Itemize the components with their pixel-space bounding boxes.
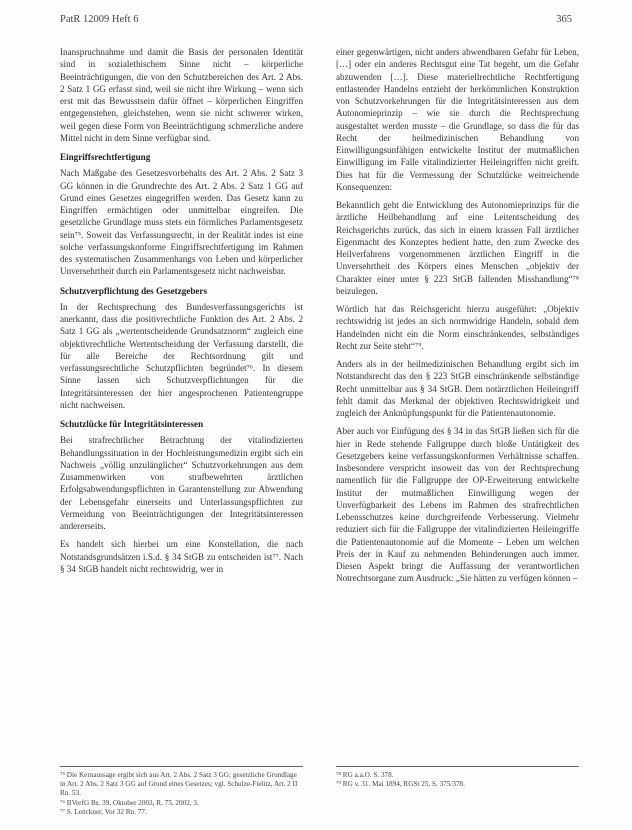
paragraph: Nach Maßgabe des Gesetzesvorbehalts des Art. 2 Abs. 2 Satz 3 GG können in die Grundrechte des Art. 2 Abs. 2 Satz 1 GG auf Grund eines Gesetzes eingegriffen werden. Das Gesetz kann zu Eingriffen ermächtigen oder unmittelbar eingreifen. Die gesetzliche Grundlage muss stets ein förmliches Parlamentsgesetz sein⁷⁵. Soweit das Verfassungsrecht, in der Realität indes ist eine solche verfassungskonforme Eingriffsrechtfertigung im Rahmen des systematischen Zusammenhangs von Leben und körperlicher Unversehrtheit durch ein Parlamentsgesetz nicht nachweisbar. xyxy=(60,168,303,277)
paragraph: Anders als in der heilmedizinischen Behandlung ergibt sich im Notstandsrecht das den § 223 StGB einschränkende selbständige Recht unmittelbar aus § 34 StGB. Dem notärztlichen Heileingriff fehlt damit das Merkmal der objektiven Rechtswidrigkeit und zugleich der Anknüpfungspunkt für die Patientenautonomie. xyxy=(336,359,579,418)
paragraph: Wörtlich hat das Reichsgericht hierzu ausgeführt: „Objektiv rechtswidrig ist jedes an sich normwidrige Handeln, sobald dem Handelnden nicht ein die Norm einschränkendes, selbständiges Recht zur Seite steht“⁷⁹. xyxy=(336,304,579,351)
paragraph: einer gegenwärtigen, nicht anders abwendbaren Gefahr für Leben, […] oder ein anderes Rechtsgut eine Tat begeht, um die Gefahr abzuwenden […]. Diese materiellrechtliche Rechtfertigung entlastender Handelns entzieht der herkömmlichen Konstruktion von Schutzvorkehrungen für die Integritätsinteressen aus dem Autonomieprinzip – wie sie durch die Rechtsprechung ausgestaltet werden musste – die Grundlage, so dass die für das Recht der heilmedizinischen Behandlung von Einwilligungsunfähigen entwickelte Institut der mutmaßlichen Einwilligung im Falle vitalindizierter Heileingriffen nicht greift. Dies hat für die Vermessung der Schutzlücke weitreichende Konsequenzen: xyxy=(336,47,579,192)
paragraph: Bekanntlich geht die Entwicklung des Autonomieprinzips für die ärztliche Heilbehandlung auf eine Leitentscheidung des Reichsgerichts zurück, das sich in einem krassen Fall ärztlicher Eigenmacht des Konzeptes bedient hatte, den zum Zwecke des Heilverfahrens vorgenommenen ärztlichen Eingriff in die Unversehrtheit des Körpers eines Menschen „objektiv der Charakter einer unter § 223 StGB fallenden Misshandlung“⁷⁸ beizulegen. xyxy=(336,200,579,296)
footnotes-left xyxy=(60,766,303,817)
right-column xyxy=(336,46,579,591)
paragraph: Bei strafrechtlicher Betrachtung der vitalindizierten Behandlungssituation in der Hochleistungsmedizin ergibt sich ein Nachweis „völlig unzulänglicher“ Schutzvorkehrungen aus dem Zusammenwirken von strafbewehrten ärztlichen Erfolgsabwendungspflichten in Garantenstellung zur Abwendung der Lebensgefahr einerseits und Unterlassungspflichten zur Vermeidung von Beeinträchtigungen der Integritätsinteressen andererseits. xyxy=(60,435,303,531)
footnotes-right xyxy=(336,766,579,789)
journal-citation: PatR 12009 Heft 6 xyxy=(60,14,139,25)
footnote: ⁷⁸ RG a.a.O. S. 378. xyxy=(336,771,394,779)
footnote: ⁷⁷ S. Lenckner, Vor 32 Rn. 77. xyxy=(60,807,147,816)
footnote: ⁷⁹ RG v. 31. Mai 1894, RGSt 25, S. 375/378. xyxy=(336,780,465,789)
page-number: 365 xyxy=(556,14,572,25)
section-heading: Schutzverpflichtung des Gesetzgebers xyxy=(60,285,207,296)
left-column xyxy=(60,46,303,581)
footnote: ⁷⁶ BVerfG Bs. 39, Oktober 2003, R. 75, 2002, 3. xyxy=(60,798,199,807)
paragraph: Inanspruchnahme und damit die Basis der personalen Identität sind in sozialethischem Sinne nicht – körperliche Beeinträchtigungen, die von den Schutzbereichen des Art. 2 Abs. 2 Satz 1 GG erfasst sind, weil sie nicht ihre Wirkung – wenn sich erst mit das Bewusstsein dafür öffnet – körperlichen Eingriffen entgegenstehen, gleichstehen, wenn sie nicht schwerer wirken, weil gegen diese Form von Beeinträchtigung schmerzliche andere Mittel nicht in dem Sinne verfügbar sind. xyxy=(60,47,303,143)
paragraph: Es handelt sich hierbei um eine Konstellation, die nach Notstandsgrundsätzen i.S.d. § 34 StGB zu entscheiden ist⁷⁷. Nach § 34 StGB handelt nicht rechtswidrig, wer in xyxy=(60,539,303,574)
section-heading: Schutzlücke für Integritätsinteressen xyxy=(60,419,204,429)
paragraph: Aber auch vor Einfügung des § 34 in das StGB ließen sich für die hier in Rede stehende Fallgruppe durch bloße Untätigkeit des Gesetzgebers keine verfassungskonformen Verhältnisse schaffen. Insbesondere verspricht insoweit das von der Rechtsprechung namentlich für die Fallgruppe der OP-Erweiterung entwickelte Institut der mutmaßlichen Einwilligung wegen der Unverfügbarkeit des Lebens im Rahmen des strafrechtlichen Lebensschutzes keine durchgreifende Verbesserung. Vielmehr reduziert sich für die Fallgruppe der vitalindizierten Heileingriffe die Patientenautonomie auf die Momente – Leben um welchen Preis der in Kauf zu nehmenden Behinderungen auch immer. Diesen Aspekt bringt die Auffassung der verantwortlichen Notrechtsorgane zum Ausdruck: „Sie hätten zu verfügen können – xyxy=(336,426,579,584)
paragraph: In der Rechtsprechung des Bundesverfassungsgerichts ist anerkannt, dass die positivrechtliche Funktion des Art. 2 Abs. 2 Satz 1 GG als „wertentscheidende Grundsatznorm“ zugleich eine objektivrechtliche Wertentscheidung der Verfassung darstellt, die für alle Bereiche der Rechtsordnung gilt und verfassungsrechtliche Schutzpflichten begründet⁷⁶. In diesem Sinne lassen sich Schutzverpflichtungen für die Integritätsinteressen der hier angesprochenen Patientengruppe nicht nachweisen. xyxy=(60,301,303,410)
section-heading: Eingriffsrechtfertigung xyxy=(60,152,151,162)
running-header xyxy=(60,14,572,25)
footnote: ⁷⁵ Die Kernaussage ergibt sich aus Art. 2 Abs. 2 Satz 3 GG; gesetzliche Grundlage in Art. 2 Abs. 2 Satz 3 GG auf Grund eines Gesetzes; vgl. Schulze-Fielitz, Art. 2 II Rn. 53. xyxy=(60,771,298,798)
